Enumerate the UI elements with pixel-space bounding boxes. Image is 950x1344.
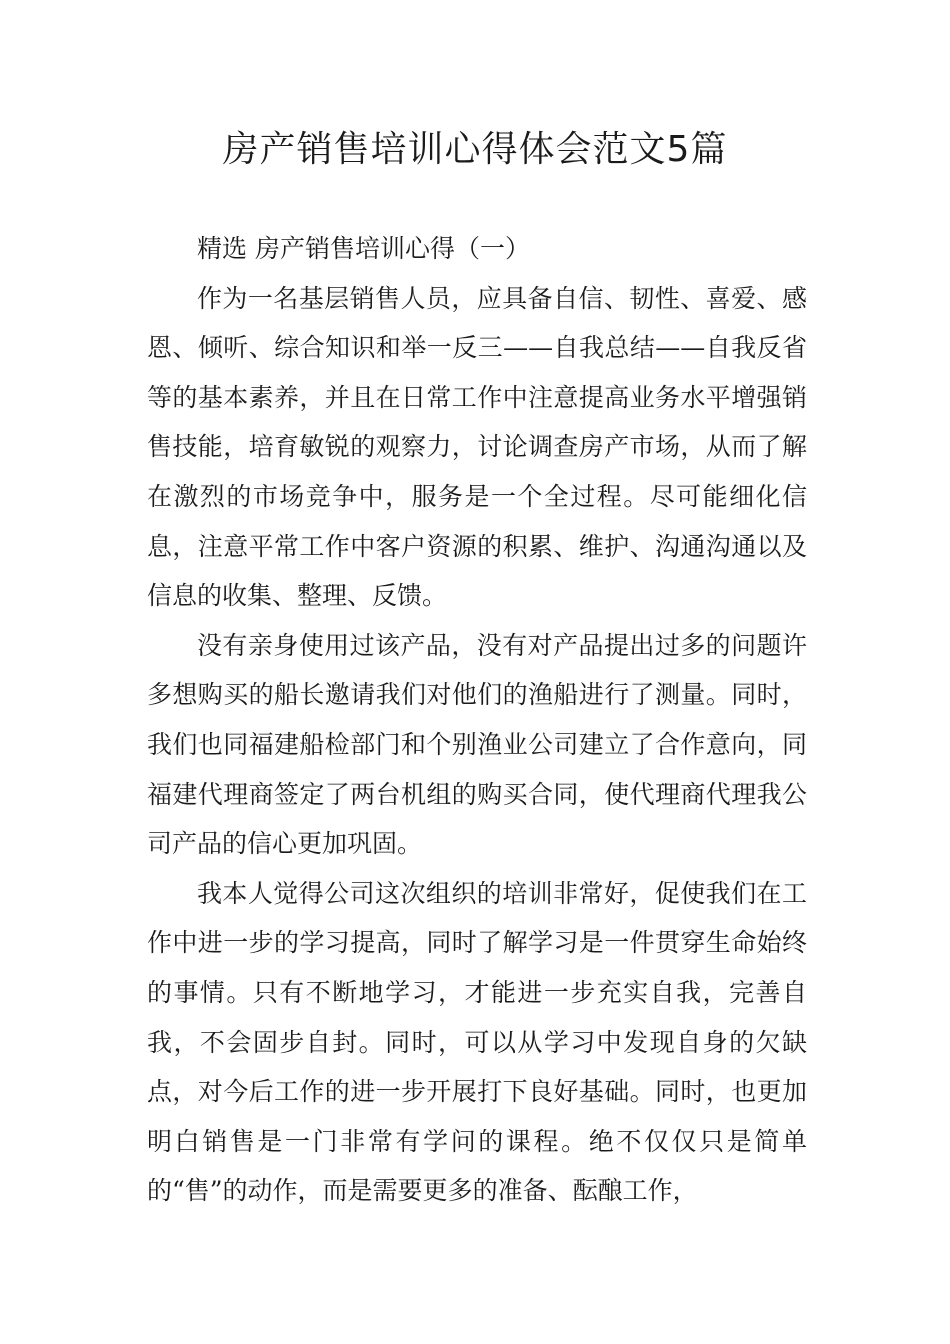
paragraph-2: 没有亲身使用过该产品，没有对产品提出过多的问题许多想购买的船长邀请我们对他们的渔船进行了测量。同时，我们也同福建船检部门和个别渔业公司建立了合作意向，同福建代理商签定了两台机组的购买合同，使代理商代理我公司产品的信心更加巩固。: [147, 630, 807, 859]
document-title: 房产销售培训心得体会范文5篇: [222, 129, 728, 170]
document-body: [147, 224, 807, 1216]
section-heading: 精选 房产销售培训心得（一）: [197, 234, 530, 263]
paragraph-1: 作为一名基层销售人员，应具备自信、韧性、喜爱、感恩、倾听、综合知识和举一反三——自我总结——自我反省等的基本素养，并且在日常工作中注意提高业务水平增强销售技能，培育敏锐的观察力，讨论调查房产市场，从而了解在激烈的市场竞争中，服务是一个全过程。尽可能细化信息，注意平常工作中客户资源的积累、维护、沟通沟通以及信息的收集、整理、反馈。: [147, 283, 807, 611]
paragraph-3: 我本人觉得公司这次组织的培训非常好，促使我们在工作中进一步的学习提高，同时了解学习是一件贯穿生命始终的事情。只有不断地学习，才能进一步充实自我，完善自我，不会固步自封。同时，可以从学习中发现自身的欠缺点，对今后工作的进一步开展打下良好基础。同时，也更加明白销售是一门非常有学问的课程。绝不仅仅只是简单的“售”的动作，而是需要更多的准备、酝酿工作，: [147, 878, 807, 1206]
